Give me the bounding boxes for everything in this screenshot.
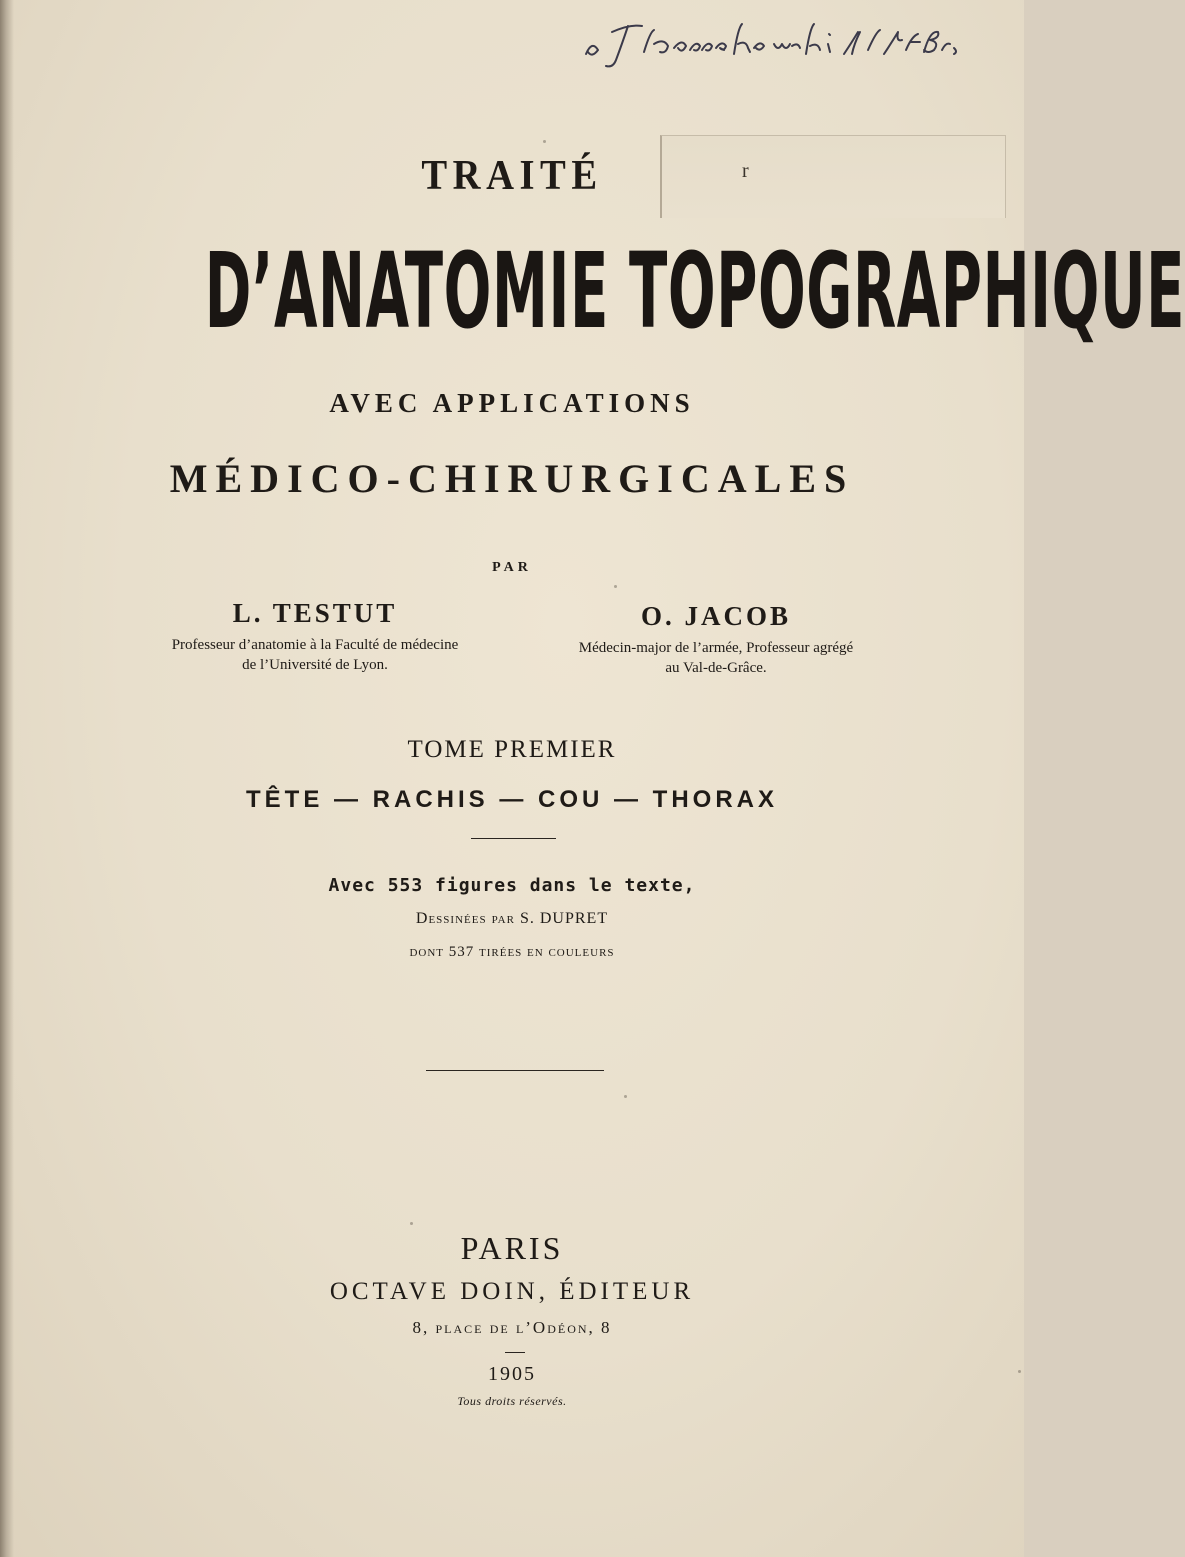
illustrator-credit: Dessinées par S. DUPRET	[415, 910, 609, 927]
divider-rule	[426, 1070, 604, 1071]
author-affiliation-line-2: au Val-de-Grâce.	[665, 660, 767, 676]
color-figures-note: dont 537 tirées en couleurs	[409, 944, 615, 960]
divider-rule	[505, 1352, 525, 1353]
subtitle-line-1: AVEC APPLICATIONS	[329, 388, 695, 418]
volume-regions: TÊTE — RACHIS — COU — THORAX	[245, 786, 778, 813]
imprint-city: PARIS	[460, 1230, 564, 1266]
figures-count: Avec 553 figures dans le texte,	[328, 875, 696, 896]
imprint-year: 1905	[488, 1363, 536, 1385]
main-title: D’ANATOMIE TOPOGRAPHIQUE	[204, 230, 1185, 352]
imprint-address: 8, place de l’Odéon, 8	[412, 1318, 612, 1337]
paper-speck	[1018, 1370, 1021, 1373]
volume-label: TOME PREMIER	[407, 736, 617, 763]
author-affiliation-line-1: Professeur d’anatomie à la Faculté de médecine	[171, 637, 459, 653]
author-testut	[110, 598, 520, 675]
author-affiliation-line-1: Médecin-major de l’armée, Professeur agrégé	[578, 640, 854, 656]
author-affiliation-line-2: de l’Université de Lyon.	[242, 657, 388, 673]
imprint-publisher: OCTAVE DOIN, ÉDITEUR	[329, 1278, 695, 1305]
author-name: L. TESTUT	[232, 598, 398, 628]
paper-speck	[543, 140, 546, 143]
divider-rule	[471, 838, 556, 839]
author-jacob	[510, 601, 922, 678]
handwritten-inscription	[578, 14, 998, 70]
paper-speck	[624, 1095, 627, 1098]
rights-notice: Tous droits réservés.	[457, 1394, 567, 1408]
subtitle-line-2: MÉDICO-CHIRURGICALES	[169, 456, 855, 501]
paper-speck	[614, 585, 617, 588]
author-name: O. JACOB	[640, 601, 791, 631]
paper-speck	[410, 1222, 413, 1225]
by-label: PAR	[492, 560, 532, 575]
label-mark: r	[742, 160, 749, 182]
title-line-1: TRAITÉ	[421, 153, 603, 199]
